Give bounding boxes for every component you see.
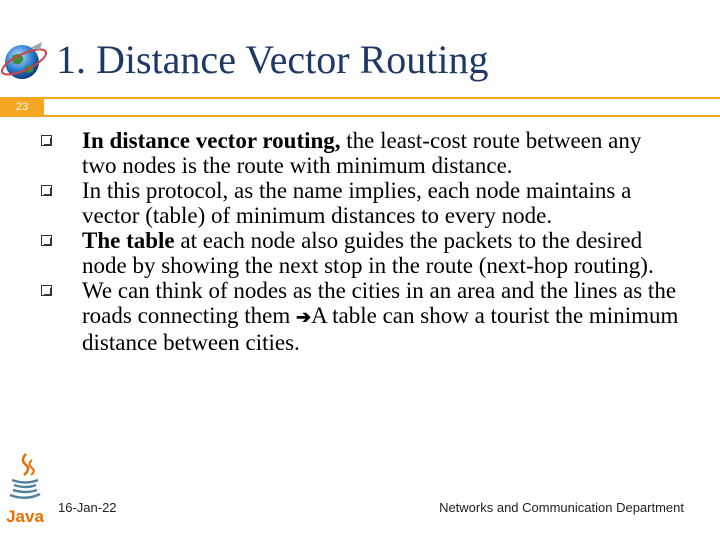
slide-title: 1. Distance Vector Routing — [56, 37, 489, 82]
list-item — [40, 178, 680, 228]
bullet-tail: A table can show a tourist the minimum distance between cities. — [82, 303, 679, 355]
slide-number-bar — [0, 97, 720, 121]
bullet-lead: In distance vector routing, — [82, 128, 341, 153]
slide-number: 23 — [0, 97, 44, 117]
bullet-box-icon — [41, 185, 52, 196]
arrow-right-icon: ➔ — [295, 307, 312, 327]
bullet-list — [40, 128, 680, 355]
bullet-text: We can think of nodes as the cities in an area and the lines as the roads connecting them — [82, 278, 677, 328]
java-logo-text: Java — [6, 507, 44, 526]
bullet-text: at each node also guides the packets to the desired node by showing the next stop in the route (next-hop routing). — [82, 228, 654, 278]
footer-date: 16-Jan-22 — [58, 500, 117, 515]
globe-logo-icon — [0, 38, 50, 88]
bullet-lead: The table — [82, 228, 175, 253]
footer-department: Networks and Communication Department — [439, 500, 684, 515]
bullet-box-icon — [41, 235, 52, 246]
bullet-text: In this protocol, as the name implies, each node maintains a vector (table) of minimum distances to every node. — [82, 178, 632, 228]
list-item — [40, 128, 680, 178]
title-underline — [44, 97, 720, 117]
bullet-text: the least-cost route between any two nodes is the route with minimum distance. — [82, 128, 642, 178]
bullet-box-icon — [41, 135, 52, 146]
list-item — [40, 278, 680, 355]
java-logo-icon — [4, 452, 46, 526]
bullet-box-icon — [41, 285, 52, 296]
list-item — [40, 228, 680, 278]
